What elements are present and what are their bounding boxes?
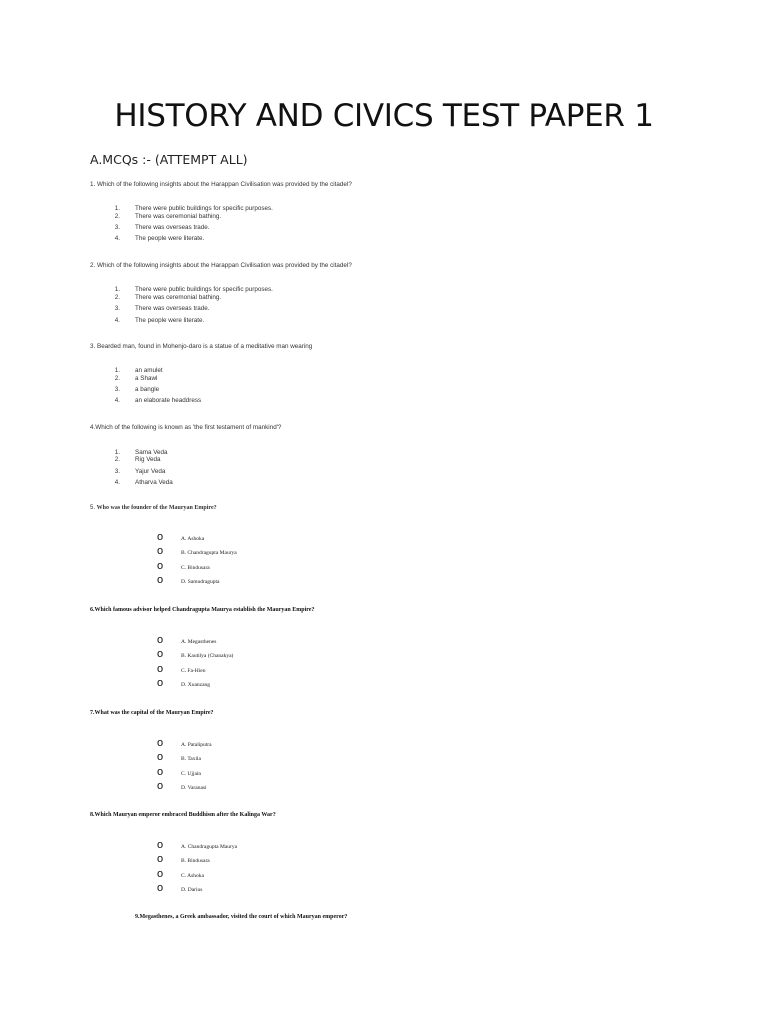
option-number: 3. bbox=[114, 468, 120, 475]
option-circle-icon[interactable]: o bbox=[157, 780, 164, 792]
option-text: Sama Veda bbox=[135, 449, 168, 456]
page-title: HISTORY AND CIVICS TEST PAPER 1 bbox=[114, 98, 654, 134]
question-text: 9.Megasthenes, a Greek ambassador, visited the court of which Mauryan emperor? bbox=[135, 914, 348, 920]
option-text: D. Varanasi bbox=[181, 785, 207, 791]
question-text bbox=[90, 505, 217, 511]
option-circle-icon[interactable]: o bbox=[157, 868, 164, 880]
option-text: D. Xuanzang bbox=[181, 682, 211, 688]
option-text: Atharva Veda bbox=[135, 479, 173, 486]
option-circle-icon[interactable]: o bbox=[157, 839, 164, 851]
option-text: B. Chandragupta Maurya bbox=[181, 550, 237, 556]
option-text: an elaborate headdress bbox=[135, 397, 202, 404]
option-circle-icon[interactable]: o bbox=[157, 677, 164, 689]
option-text: a bangle bbox=[135, 386, 160, 393]
option-text: a Shawl bbox=[135, 375, 158, 382]
section-heading: A.MCQs :- (ATTEMPT ALL) bbox=[90, 152, 248, 167]
question-text: 7.What was the capital of the Mauryan Empire? bbox=[90, 710, 214, 716]
option-number: 4. bbox=[114, 317, 120, 324]
option-number: 2. bbox=[114, 294, 120, 301]
option-circle-icon[interactable]: o bbox=[157, 648, 164, 660]
option-text: The people were literate. bbox=[135, 235, 205, 242]
option-text: A. Chandragupta Maurya bbox=[181, 844, 238, 850]
option-number: 3. bbox=[114, 386, 120, 393]
option-circle-icon[interactable]: o bbox=[157, 560, 164, 572]
option-text: There was ceremonial bathing. bbox=[135, 213, 222, 220]
option-text: C. Ashoka bbox=[181, 873, 204, 879]
question-text: 1. Which of the following insights about the Harappan Civilisation was provided by the citadel? bbox=[90, 181, 352, 188]
option-number: 2. bbox=[114, 375, 120, 382]
option-number: 4. bbox=[114, 479, 120, 486]
option-text: There was overseas trade. bbox=[135, 305, 210, 312]
option-number: 1. bbox=[114, 449, 120, 456]
option-text: D. Darius bbox=[181, 887, 203, 893]
option-circle-icon[interactable]: o bbox=[157, 853, 164, 865]
option-number: 2. bbox=[114, 213, 120, 220]
option-number: 3. bbox=[114, 224, 120, 231]
option-number: 1. bbox=[114, 205, 120, 212]
option-number: 4. bbox=[114, 235, 120, 242]
option-circle-icon[interactable]: o bbox=[157, 531, 164, 543]
option-text: an amulet bbox=[135, 367, 163, 374]
option-text: D. Samudragupta bbox=[181, 579, 220, 585]
option-text: B. Kautilya (Chanakya) bbox=[181, 653, 234, 659]
option-circle-icon[interactable]: o bbox=[157, 634, 164, 646]
option-text: B. Bindusara bbox=[181, 858, 210, 864]
question-text: 3. Bearded man, found in Mohenjo-daro is a statue of a meditative man wearing bbox=[90, 343, 313, 350]
option-number: 1. bbox=[114, 367, 120, 374]
option-circle-icon[interactable]: o bbox=[157, 663, 164, 675]
question-text: 4.Which of the following is known as 'the first testament of mankind'? bbox=[90, 424, 282, 431]
option-text: A. Pataliputra bbox=[181, 742, 212, 748]
question-text: 8.Which Mauryan emperor embraced Buddhism after the Kalinga War? bbox=[90, 812, 276, 818]
option-circle-icon[interactable]: o bbox=[157, 766, 164, 778]
option-text: The people were literate. bbox=[135, 317, 205, 324]
option-circle-icon[interactable]: o bbox=[157, 751, 164, 763]
option-text: There was overseas trade. bbox=[135, 224, 210, 231]
option-number: 4. bbox=[114, 397, 120, 404]
option-text: There were public buildings for specific purposes. bbox=[135, 286, 273, 293]
option-number: 3. bbox=[114, 305, 120, 312]
question-number: 5. bbox=[90, 505, 97, 511]
option-text: There was ceremonial bathing. bbox=[135, 294, 222, 301]
option-circle-icon[interactable]: o bbox=[157, 882, 164, 894]
question-text: 6.Which famous advisor helped Chandragupta Maurya establish the Mauryan Empire? bbox=[90, 607, 315, 613]
option-text: C. Ujjain bbox=[181, 771, 202, 777]
option-text: C. Bindusara bbox=[181, 565, 210, 571]
option-circle-icon[interactable]: o bbox=[157, 545, 164, 557]
option-text: B. Taxila bbox=[181, 756, 201, 762]
option-text: Yajur Veda bbox=[135, 468, 166, 475]
option-number: 1. bbox=[114, 286, 120, 293]
question-body: Who was the founder of the Mauryan Empire? bbox=[96, 505, 217, 511]
option-text: A. Ashoka bbox=[181, 536, 205, 542]
option-text: A. Megasthenes bbox=[181, 639, 217, 645]
option-circle-icon[interactable]: o bbox=[157, 574, 164, 586]
option-circle-icon[interactable]: o bbox=[157, 737, 164, 749]
option-text: C. Fa-Hien bbox=[181, 668, 206, 674]
option-text: There were public buildings for specific purposes. bbox=[135, 205, 273, 212]
option-text: Rig Veda bbox=[135, 456, 161, 463]
option-number: 2. bbox=[114, 456, 120, 463]
question-text: 2. Which of the following insights about the Harappan Civilisation was provided by the citadel? bbox=[90, 262, 352, 269]
